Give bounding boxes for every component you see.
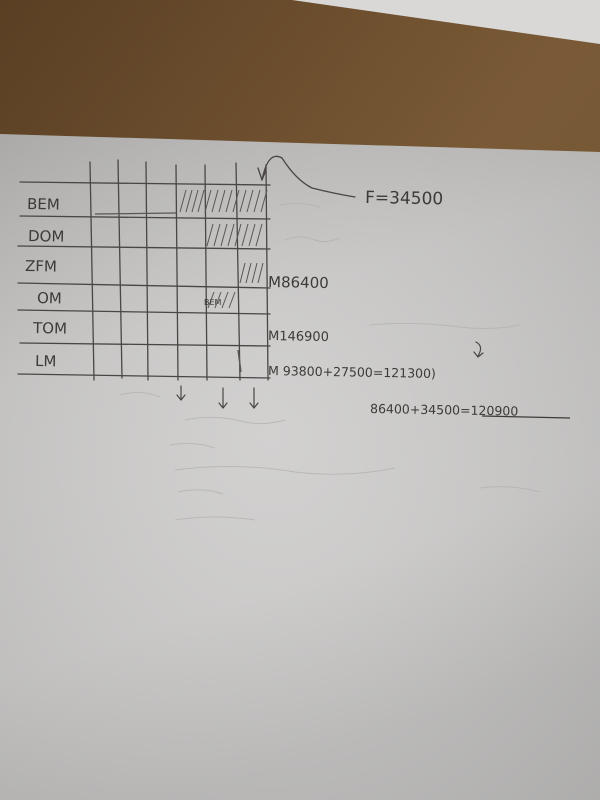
row-label: BEM (26, 195, 60, 214)
sum-line: 86400+34500=120900 (369, 401, 519, 419)
row5-value: M146900 (267, 329, 330, 346)
row-label: ZFM (24, 257, 58, 276)
row-label: LM (34, 352, 57, 371)
row3-value: M86400 (267, 273, 329, 293)
f-value: F=34500 (364, 188, 444, 210)
row-label: TOM (32, 319, 68, 338)
cell-mark: BEM (204, 298, 222, 307)
row-label: DOM (27, 227, 65, 246)
row-label: OM (36, 289, 62, 308)
row6-value: M 93800+27500=121300) (267, 363, 437, 381)
